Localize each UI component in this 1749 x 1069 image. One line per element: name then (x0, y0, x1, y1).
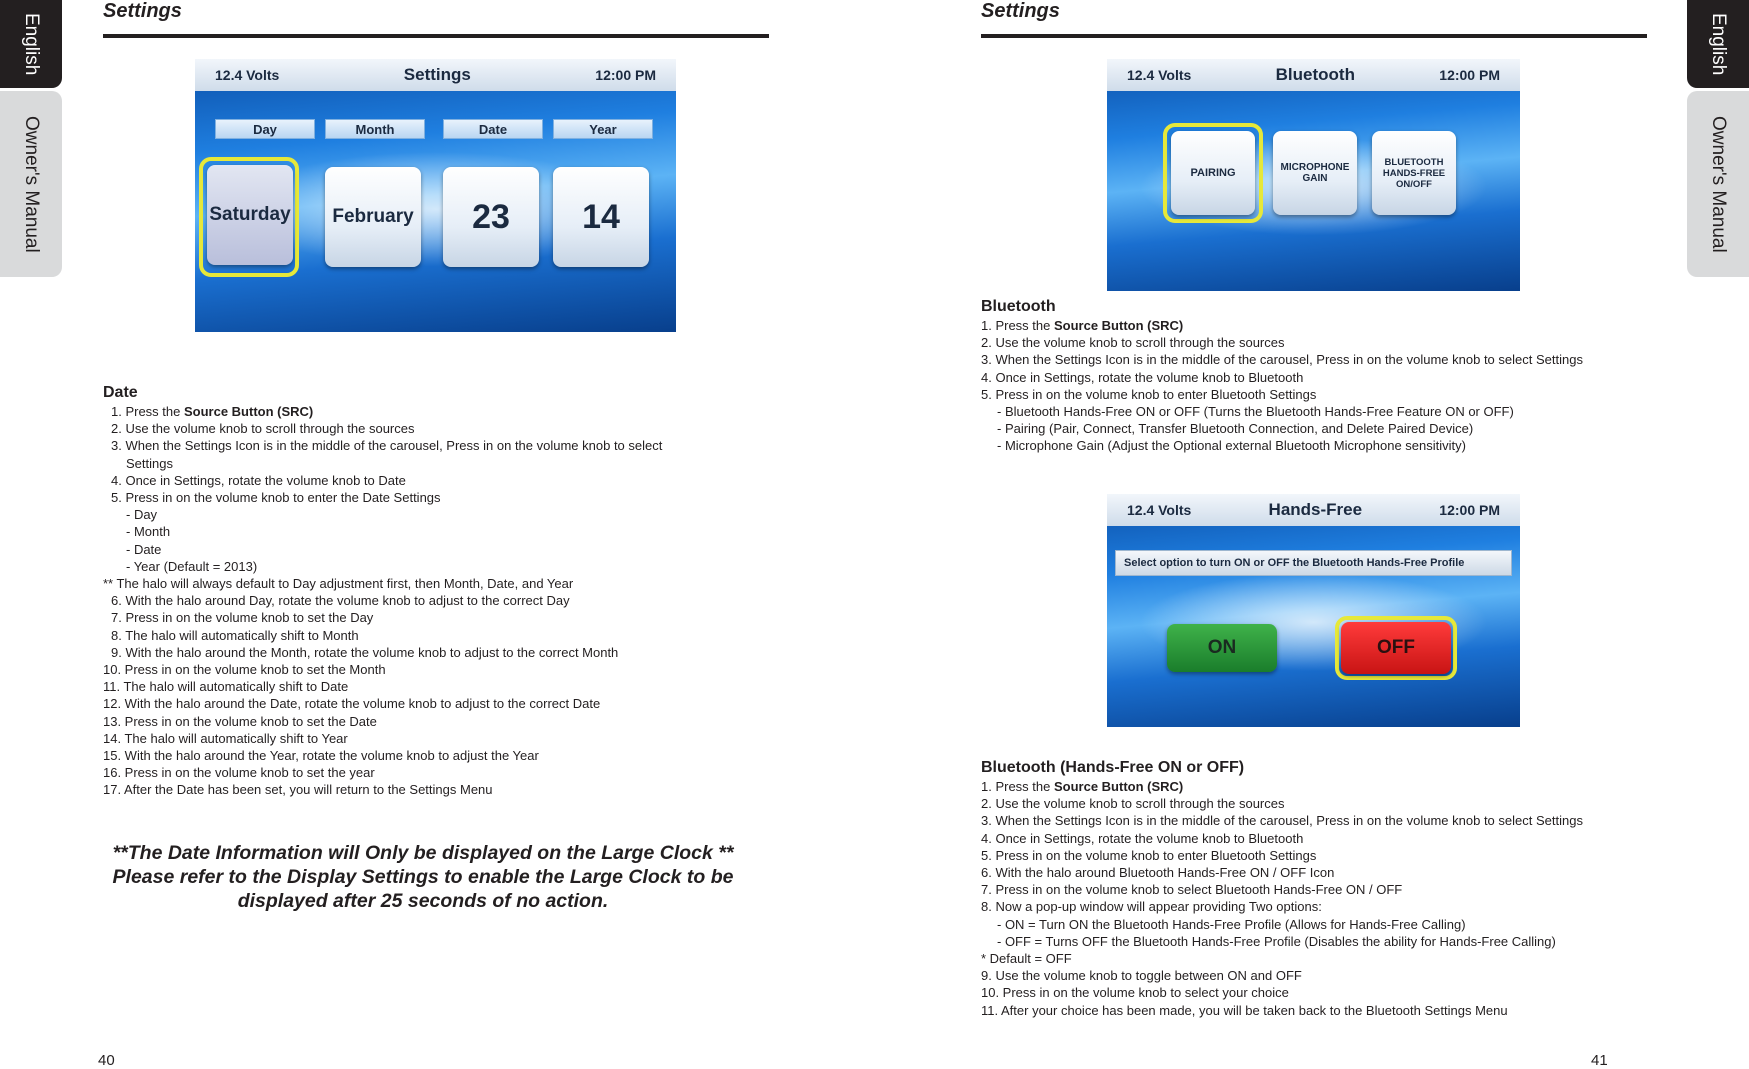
left-header-rule (103, 34, 769, 38)
hands-free-prompt: Select option to turn ON or OFF the Bluetooth Hands-Free Profile (1115, 550, 1512, 576)
list-item: 5. Press in on the volume knob to enter Bluetooth Settings (981, 847, 1317, 863)
list-item: 4. Once in Settings, rotate the volume knob to Bluetooth (981, 830, 1304, 846)
list-item: 3. When the Settings Icon is in the middle of the carousel, Press in on the volume knob to select (111, 438, 663, 454)
list-item: - Day (126, 507, 158, 523)
month-label: Month (325, 119, 425, 139)
bluetooth-section-title: Bluetooth (981, 298, 1056, 315)
list-item: 1. Press the Source Button (SRC) (111, 404, 314, 419)
month-tile[interactable]: February (325, 167, 421, 267)
screen-status-bar (1107, 494, 1520, 526)
list-item: 16. Press in on the volume knob to set the year (103, 765, 375, 781)
list-item: 2. Use the volume knob to scroll through the sources (981, 335, 1285, 351)
list-item: 14. The halo will automatically shift to Year (103, 730, 348, 746)
hands-free-screen (1107, 494, 1520, 727)
list-item: 5. Press in on the volume knob to enter the Date Settings (111, 490, 441, 506)
screen-title: Settings (403, 65, 471, 84)
note-line: **The Date Information will Only be displayed on the Large Clock ** (112, 842, 734, 864)
day-label: Day (215, 119, 315, 139)
list-item: 8. Now a pop-up window will appear providing Two options: (981, 899, 1322, 915)
list-item: 11. The halo will automatically shift to Date (103, 679, 349, 695)
list-item: 3. When the Settings Icon is in the middle of the carousel, Press in on the volume knob to select Settings (981, 352, 1583, 368)
list-item: 4. Once in Settings, rotate the volume knob to Bluetooth (981, 369, 1304, 385)
volts-readout: 12.4 Volts (1127, 502, 1192, 518)
list-item: 15. With the halo around the Year, rotate the volume knob to adjust the Year (103, 748, 539, 764)
list-item: 13. Press in on the volume knob to set the Date (103, 713, 377, 729)
right-header-rule (981, 34, 1647, 38)
list-item: 8. The halo will automatically shift to Month (111, 627, 359, 643)
page-number-left: 40 (98, 1052, 115, 1069)
list-item: 5. Press in on the volume knob to enter Bluetooth Settings (981, 386, 1317, 402)
list-item: 1. Press the Source Button (SRC) (981, 779, 1184, 794)
list-item: Settings (126, 455, 173, 471)
list-item: 1. Press the Source Button (SRC) (981, 318, 1184, 333)
list-item: 11. After your choice has been made, you will be taken back to the Bluetooth Settings Menu (981, 1002, 1508, 1018)
list-item: 10. Press in on the volume knob to select your choice (981, 985, 1289, 1001)
volts-readout: 12.4 Volts (215, 67, 280, 83)
clock-readout: 12:00 PM (1439, 67, 1500, 83)
list-item: 10. Press in on the volume knob to set the Month (103, 662, 386, 678)
large-clock-note (98, 841, 748, 913)
volts-readout: 12.4 Volts (1127, 67, 1192, 83)
bluetooth-steps-list (981, 317, 1583, 455)
list-item: 6. With the halo around Bluetooth Hands-Free ON / OFF Icon (981, 865, 1335, 881)
screen-status-bar (1107, 59, 1520, 91)
list-item: * Default = OFF (981, 951, 1072, 967)
list-item: 9. Use the volume knob to toggle between ON and OFF (981, 968, 1302, 984)
screen-title: Hands-Free (1268, 500, 1363, 519)
date-steps-list (103, 403, 662, 799)
screen-status-bar (195, 59, 676, 91)
list-item: 2. Use the volume knob to scroll through the sources (111, 421, 415, 437)
list-item: - Pairing (Pair, Connect, Transfer Bluetooth Connection, and Delete Paired Device) (997, 421, 1474, 437)
list-item: - Month (126, 524, 171, 540)
note-line: displayed after 25 seconds of no action. (237, 890, 609, 912)
list-item: 2. Use the volume knob to scroll through the sources (981, 796, 1285, 812)
list-item: 17. After the Date has been set, you will return to the Settings Menu (103, 782, 493, 798)
pairing-button[interactable]: PAIRING (1171, 131, 1255, 215)
day-tile[interactable]: Saturday (207, 165, 293, 265)
bluetooth-screen (1107, 59, 1520, 291)
tab-english-left: English (0, 0, 62, 88)
date-label: Date (443, 119, 543, 139)
date-section-title: Date (103, 384, 138, 401)
list-item: 12. With the halo around the Date, rotate the volume knob to adjust to the correct Date (103, 696, 601, 712)
tab-english-right: English (1687, 0, 1749, 88)
list-item: 7. Press in on the volume knob to select Bluetooth Hands-Free ON / OFF (981, 882, 1403, 898)
tab-owners-manual-left: Owner's Manual (0, 91, 62, 277)
tab-owners-manual-right: Owner's Manual (1687, 91, 1749, 277)
hands-free-on-button[interactable]: ON (1167, 624, 1277, 672)
list-item: - Date (126, 541, 162, 557)
settings-date-screen (195, 59, 676, 332)
list-item: - ON = Turn ON the Bluetooth Hands-Free Profile (Allows for Hands-Free Calling) (997, 916, 1466, 932)
hands-free-toggle-button[interactable]: BLUETOOTH HANDS-FREE ON/OFF (1372, 131, 1456, 215)
list-item: 3. When the Settings Icon is in the middle of the carousel, Press in on the volume knob to select Settings (981, 813, 1583, 829)
year-tile[interactable]: 14 (553, 167, 649, 267)
page-number-right: 41 (1591, 1052, 1608, 1069)
list-item: 7. Press in on the volume knob to set the Day (111, 610, 374, 626)
clock-readout: 12:00 PM (595, 67, 656, 83)
right-page-header: Settings (981, 0, 1060, 22)
left-page-header: Settings (103, 0, 182, 22)
microphone-gain-button[interactable]: MICROPHONE GAIN (1273, 131, 1357, 215)
list-item: 6. With the halo around Day, rotate the volume knob to adjust to the correct Day (111, 593, 570, 609)
list-item: - Bluetooth Hands-Free ON or OFF (Turns the Bluetooth Hands-Free Feature ON or OFF) (997, 404, 1514, 420)
date-tile[interactable]: 23 (443, 167, 539, 267)
hands-free-section-title: Bluetooth (Hands-Free ON or OFF) (981, 759, 1245, 776)
list-item: ** The halo will always default to Day adjustment first, then Month, Date, and Year (103, 576, 574, 592)
clock-readout: 12:00 PM (1439, 502, 1500, 518)
list-item: 4. Once in Settings, rotate the volume knob to Date (111, 472, 406, 488)
hands-free-off-button[interactable]: OFF (1341, 622, 1451, 674)
note-line: Please refer to the Display Settings to enable the Large Clock to be (112, 866, 734, 888)
list-item: - Year (Default = 2013) (126, 558, 258, 574)
list-item: - Microphone Gain (Adjust the Optional external Bluetooth Microphone sensitivity) (997, 438, 1466, 454)
list-item: - OFF = Turns OFF the Bluetooth Hands-Free Profile (Disables the ability for Hands-Free Calling) (997, 933, 1556, 949)
list-item: 9. With the halo around the Month, rotate the volume knob to adjust to the correct Month (111, 644, 619, 660)
year-label: Year (553, 119, 653, 139)
screen-title: Bluetooth (1275, 65, 1355, 84)
hands-free-steps-list (981, 778, 1583, 1019)
